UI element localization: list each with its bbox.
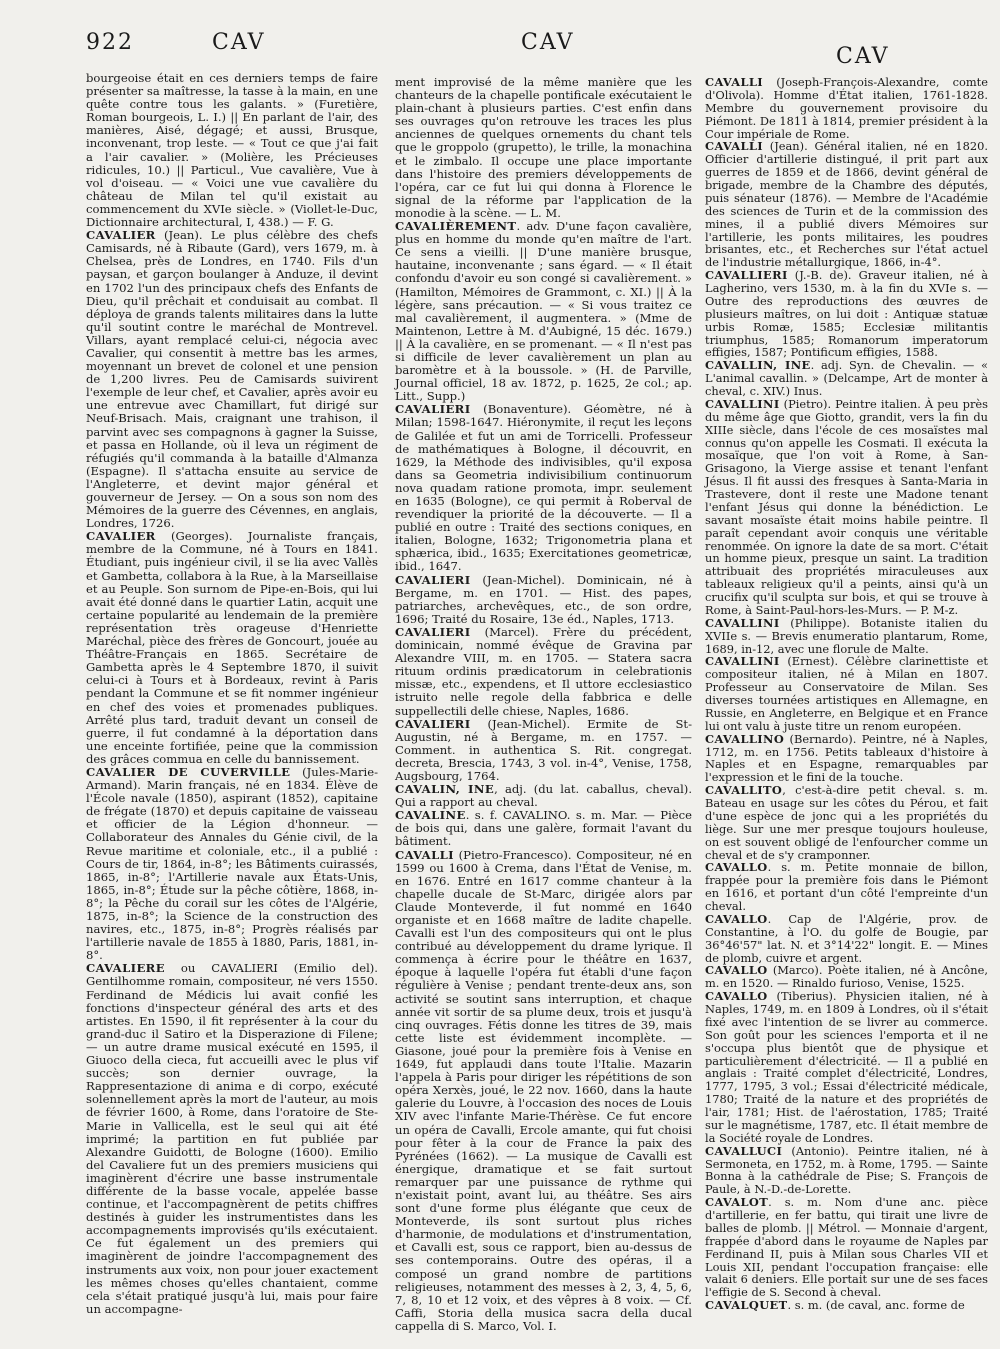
entry-text: . Cap de l'Algérie, prov. de Constantine, à l'O. du golfe de Bougie, par 36°46'57" lat. N. et 3°14'22" longit. E. — Mines de plomb, cuivre et argent.	[705, 911, 988, 965]
entry-paragraph	[705, 76, 988, 140]
entry-text: bourgeoise était en ces derniers temps de faire présenter sa maîtresse, la tasse à la main, en une quête contre tous les galants. » (Furetière, Roman bourgeois, L. I.) || En parlant de l'air, des manières, Aisé, dégagé; et aussi, Brusque, inconvenant, trop leste. — « Tout ce que j'ai fait a l'air cavalier. » (Molière, les Précieuses ridicules, 10.) || Particul., Vue cavalière, Vue à vol d'oiseau. — « Voici une vue cavalière du château de Milan tel qu'il existait au commencement du XVIe siècle. » (Viollet-le-Duc, Dictionnaire architectural, I, 438.) — F. G.	[86, 71, 378, 230]
entry-headword: CAVALLI	[395, 847, 454, 862]
entry-paragraph	[705, 359, 988, 398]
running-head-right: CAV	[836, 44, 890, 69]
entry-headword: CAVALLO	[705, 989, 768, 1004]
entry-text: . s. m. (de caval, anc. forme de	[787, 1298, 965, 1313]
entry-text: ment improvisé de la même manière que les chanteurs de la chapelle pontificale exécutaient le plain-chant à plusieurs parties. C'est enfin dans ses ouvrages qu'on retrouve les traces les plus anciennes de quelques ornements du chant tels que le groppolo (grupetto), le trille, la monachina et le zimbalo. Il occupe une place importante dans l'histoire des premiers développements de l'opéra, car ce fut lui qui donna à Florence le signal de la réforme par l'application de la monodie à la scène. — L. M.	[395, 75, 692, 220]
entry-headword: CAVALINE	[395, 808, 466, 823]
entry-headword: CAVALLO	[705, 911, 768, 926]
entry-headword: CAVALLINI	[705, 396, 780, 411]
entry-paragraph	[705, 655, 988, 732]
entry-paragraph	[395, 783, 692, 809]
entry-paragraph	[395, 809, 692, 848]
entry-paragraph	[705, 617, 988, 656]
entry-text: , c'est-à-dire petit cheval. s. m. Bateau en usage sur les côtes du Pérou, et fait d'une espèce de jonc qui a les propriétés du liège. Sur une mer presque toujours houleuse, on est souvent obligé de l'enfourcher comme un cheval et de s'y cramponner.	[705, 783, 988, 862]
entry-paragraph	[86, 962, 378, 1316]
entry-paragraph	[705, 733, 988, 785]
entry-headword: CAVALOT	[705, 1195, 769, 1210]
entry-headword: CAVALIERI	[395, 716, 471, 731]
entry-headword: CAVALIER	[86, 228, 156, 243]
entry-paragraph	[86, 72, 378, 229]
entry-headword: CAVALQUET	[705, 1298, 788, 1313]
entry-paragraph	[705, 398, 988, 617]
entry-text: (Jules-Marie-Armand). Marin français, né en 1834. Élève de l'École navale (1850), aspirant (1852), capitaine de frégate (1870) et depuis capitaine de vaisseau et officier de la Légion d'honneur. — Collaborateur des Annales du Génie civil, de la Revue maritime et coloniale, etc., il a publié : Cours de tir, 1864, in-8°; les Bâtiments cuirassés, 1865, in-8°; l'Artillerie navale aux États-Unis, 1865, in-8°; Étude sur la pêche côtière, 1868, in-8°; la Pêche du corail sur les côtes de l'Algérie, 1875, in-8°; la Science de la construction des navires, etc., 1875, in-8°; Progrès réalisés par l'artillerie navale de 1855 à 1880, Paris, 1881, in-8°.	[86, 764, 378, 963]
entry-text: . adv. D'une façon cavalière, plus en homme du monde qu'en maître de l'art. Ce sens a vieilli. || D'une manière brusque, hautaine, inconvenante ; sans égard. — « Il était confondu d'avoir eu son congé si cavalièrement. » (Hamilton, Mémoires de Grammont, c. XI.) || À la légère, sans précaution. — « Si vous traitez ce mal cavalièrement, il augmentera. » (Mme de Maintenon, Lettre à M. d'Aubigné, 15 déc. 1679.) || À la cavalière, en se promenant. — « Il n'est pas si difficile de lever cavalièrement un plan au baromètre et à la boussole. » (H. de Parville, Journal officiel, 18 av. 1872, p. 1625, 2e col.; ap. Litt., Supp.)	[395, 219, 692, 404]
entry-paragraph	[705, 269, 988, 359]
entry-paragraph	[395, 718, 692, 783]
entry-paragraph	[395, 849, 692, 1333]
text-column-3	[705, 76, 988, 1312]
entry-headword: CAVALLINO	[705, 731, 785, 746]
entry-text: (Pietro-Francesco). Compositeur, né en 1599 ou 1600 à Crema, dans l'État de Venise, m. en 1676. Entré en 1617 comme chanteur à la chapelle ducale de St-Marc, dirigée alors par Claude Monteverde, il fut nommé en 1640 organiste et en 1668 maître de ladite chapelle. Cavalli est l'un des compositeurs qui ont le plus contribué au développement du drame lyrique. Il commença à écrire pour le théâtre en 1637, époque à laquelle l'opéra fut établi d'une façon régulière à Venise ; pendant trente-deux ans, son activité se soutint sans interruption, et chaque année vit sortir de sa plume deux, trois et jusqu'à cinq ouvrages. Fétis donne les titres de 39, mais cette liste est évidemment incomplète. — Giasone, joué pour la première fois à Venise en 1649, fut applaudi dans toute l'Italie. Mazarin l'appela à Paris pour diriger les répétitions de son opéra Xerxès, joué, le 22 nov. 1660, dans la haute galerie du Louvre, à l'occasion des noces de Louis XIV avec l'infante Marie-Thérèse. Ce fut encore un opéra de Cavalli, Ercole amante, qui fut choisi pour fêter à la cour de France la paix des Pyrénées (1662). — La musique de Cavalli est énergique, dramatique et se fait surtout remarquer par une puissance de rythme qui n'existait point, avant lui, au théâtre. Ses airs sont d'une forme plus élégante que ceux de Monteverde, ils sont surtout plus riches d'harmonie, de modulations et d'instrumentation, et Cavalli est, sous ce rapport, bien au-dessus de ses contemporains. Outre des opéras, il a composé un grand nombre de partitions religieuses, notamment des messes à 2, 3, 4, 5, 6, 7, 8, 10 et 12 voix, et des vêpres à 8 voix. — Cf. Caffi, Storia della musica sacra della ducal cappella di S. Marco, Vol. I.	[395, 847, 692, 1333]
entry-headword: CAVALIER DE CUVERVILLE	[86, 764, 291, 779]
entry-paragraph	[705, 140, 988, 269]
entry-text: (Philippe). Botaniste italien du XVIIe s. — Brevis enumeratio plantarum, Rome, 1689, in-12, avec une florule de Malte.	[705, 615, 988, 656]
entry-text: (Jean-Michel). Ermite de St-Augustin, né à Bergame, m. en 1757. — Comment. in authentica S. Rit. congregat. decreta, Brescia, 1743, 3 vol. in-4°, Venise, 1758, Augsbourg, 1764.	[395, 716, 692, 783]
entry-paragraph	[86, 766, 378, 962]
page-number: 922	[86, 30, 134, 55]
entry-headword: CAVALLI	[705, 75, 764, 89]
entry-headword: CAVALLO	[705, 963, 768, 978]
entry-headword: CAVALLUCI	[705, 1143, 783, 1158]
entry-text: . adj. Syn. de Chevalin. — « L'animal cavallin. » (Delcampe, Art de monter à cheval, c. XIV.) Inus.	[705, 358, 988, 398]
entry-paragraph	[395, 574, 692, 626]
entry-paragraph	[705, 1196, 988, 1299]
running-head-center: CAV	[521, 30, 575, 55]
entry-paragraph	[705, 784, 988, 861]
text-column-1	[86, 72, 378, 1316]
entry-text: (Bonaventure). Géomètre, né à Milan; 1598-1647. Hiéronymite, il reçut les leçons de Galilée et fut un ami de Torricelli. Professeur de mathématiques à Bologne, il découvrit, en 1629, la Méthode des indivisibles, qu'il exposa dans sa Geometria indivisibilium continuorum nova quadam ratione promota, impr. seulement en 1635 (Bologne), ce qui permit à Roberval de revendiquer la priorité de la découverte. — Il a publié en outre : Traité des sections coniques, en italien, Bologne, 1632; Trigonometria plana et sphærica, ibid., 1635; Exercitationes geometricæ, ibid., 1647.	[395, 402, 692, 574]
entry-paragraph	[705, 913, 988, 965]
entry-text: (Jean). Le plus célèbre des chefs Camisards, né à Ribaute (Gard), vers 1679, m. à Chelsea, près de Londres, en 1740. Fils d'un paysan, et garçon boulanger à Anduze, il devint en 1702 l'un des principaux chefs des Enfants de Dieu, qu'il prêchait et conduisait au combat. Il déploya de grands talents militaires dans la lutte qu'il soutint contre le maréchal de Montrevel. Villars, ayant remplacé celui-ci, négocia avec Cavalier, qui consentit à mettre bas les armes, moyennant un brevet de colonel et une pension de 1,200 livres. Peu de Camisards suivirent l'exemple de leur chef, et Cavalier, après avoir eu une entrevue avec Chamillart, fut dirigé sur Neuf-Brisach. Mais, craignant une trahison, il parvint avec ses compagnons à gagner la Suisse, et passa en Hollande, où il leva un régiment de réfugiés qu'il commanda à la bataille d'Almanza (Espagne). Il s'attacha ensuite au service de l'Angleterre, et devint major général et gouverneur de Jersey. — On a sous son nom des Mémoires de la guerre des Cévennes, en anglais, Londres, 1726.	[86, 228, 378, 531]
entry-text: (Bernardo). Peintre, né à Naples, 1712, m. en 1756. Petits tableaux d'histoire à Naples et en Espagne, remarquables par l'expression et le fini de la touche.	[705, 731, 988, 785]
entry-text: (Ernest). Célèbre clarinettiste et compositeur italien, né à Milan en 1807. Professeur au Conservatoire de Milan. Ses diverses tournées artistiques en Allemagne, en Russie, en Angleterre, en Belgique et en France lui ont valu à juste titre un renom européen.	[705, 654, 988, 733]
entry-text: (Marco). Poète italien, né à Ancône, m. en 1520. — Rinaldo furioso, Venise, 1525.	[705, 963, 988, 991]
entry-headword: CAVALIÈREMENT	[395, 219, 517, 234]
entry-text: (J.-B. de). Graveur italien, né à Lagherino, vers 1530, m. à la fin du XVIe s. — Outre des reproductions des œuvres de plusieurs maîtres, on lui doit : Antiquæ statuæ urbis Romæ, 1585; Ecclesiæ militantis triumphus, 1585; Romanorum imperatorum effigies, 1587; Pontificum effigies, 1588.	[705, 268, 988, 360]
entry-headword: CAVALLIN, INE	[705, 358, 811, 373]
entry-text: ou CAVALIERI (Emilio del). Gentilhomme romain, compositeur, né vers 1550. Ferdinand de Médicis lui avait confié les fonctions d'inspecteur général des arts et des artistes. En 1590, il fit représenter à la cour du grand-duc il Satiro et la Disperazione di Filene; — un autre drame musical exécuté en 1595, il Giuoco della cieca, fut accueilli avec le plus vif succès; son dernier ouvrage, la Rappresentazione di anima e di corpo, exécuté solennellement après la mort de l'auteur, au mois de février 1600, à Rome, dans l'oratoire de Ste-Marie in Vallicella, est le seul qui ait été imprimé; la partition en fut publiée par Alexandre Guidotti, de Bologne (1600). Emilio del Cavaliere fut un des premiers musiciens qui imaginèrent d'écrire une basse instrumentale différente de la basse vocale, appelée basse continue, et l'accompagnèrent de petits chiffres destinés à guider les instrumentistes dans les accompagnements improvisés qu'ils exécutaient. Ce fut également un des premiers qui imaginèrent de joindre l'accompagnement des instruments aux voix, non pour jouer exactement les mêmes choses qu'elles chantaient, comme cela s'était pratiqué jusqu'à lui, mais pour faire un accompagne-	[86, 961, 378, 1316]
entry-text: (Jean-Michel). Dominicain, né à Bergame, m. en 1701. — Hist. des papes, patriarches, archevêques, etc., de son ordre, 1696; Traité du Rosaire, 13e éd., Naples, 1713.	[395, 572, 692, 626]
entry-paragraph	[705, 964, 988, 990]
entry-headword: CAVALLI	[705, 139, 764, 154]
entry-text: . s. m. Nom d'une anc. pièce d'artillerie, en fer battu, qui tirait une livre de balles de plomb. || Métrol. — Monnaie d'argent, frappée d'abord dans le royaume de Naples par Ferdinand II, puis à Milan sous Charles VII et Louis XII, pendant l'occupation française: elle valait 6 deniers. Elle portait sur une de ses faces l'effigie de S. Second à cheval.	[705, 1195, 988, 1300]
text-column-2	[395, 76, 692, 1333]
entry-paragraph	[705, 1145, 988, 1197]
entry-headword: CAVALLINI	[705, 654, 780, 669]
entry-paragraph	[395, 403, 692, 573]
entry-paragraph	[395, 626, 692, 718]
running-head-left: CAV	[212, 30, 266, 55]
entry-text: (Marcel). Frère du précédent, dominicain, nommé évêque de Gravina par Alexandre VIII, m. en 1705. — Statera sacra rituum ordinis prædicatorum in celebrationis missæ, etc., expendens, et Il uttore ecclesiastico istruito nelle regole della fabbrica e delle suppellectili delle chiese, Naples, 1686.	[395, 624, 692, 718]
entry-headword: CAVALIERI	[395, 624, 471, 639]
entry-headword: CAVALLITO	[705, 783, 783, 798]
entry-headword: CAVALIERI	[395, 402, 471, 417]
entry-paragraph	[395, 76, 692, 220]
entry-headword: CAVALLO	[705, 860, 768, 875]
entry-headword: CAVALIN, INE	[395, 782, 495, 797]
entry-paragraph	[705, 1299, 988, 1312]
entry-headword: CAVALIER	[86, 529, 156, 544]
entry-paragraph	[86, 229, 378, 530]
entry-text: (Tiberius). Physicien italien, né à Naples, 1749, m. en 1809 à Londres, où il s'était fixé avec l'intention de se livrer au commerce. Son goût pour les sciences l'emporta et il ne s'occupa plus bientôt que de physique et particulièrement d'électricité. — Il a publié en anglais : Traité complet d'électricité, Londres, 1777, 1795, 3 vol.; Essai d'électricité médicale, 1780; Traité de la nature et des propriétés de l'air, 1781; Hist. de l'aérostation, 1785; Traité sur le magnétisme, 1787, etc. Il était membre de la Société royale de Londres.	[705, 989, 988, 1145]
entry-text: . s. f. CAVALINO. s. m. Mar. — Pièce de bois qui, dans une galère, formait l'avant du bâtiment.	[395, 808, 692, 849]
entry-text: (Georges). Journaliste français, membre de la Commune, né à Tours en 1841. Étudiant, puis ingénieur civil, il se lia avec Vallès et Gambetta, collabora à la Rue, à la Marseillaise et au Peuple. Son surnom de Pipe-en-Bois, qui lui avait été donné dans le quartier Latin, acquit une certaine popularité au lendemain de la première représentation très orageuse d'Henriette Maréchal, pièce des frères de Goncourt, jouée au Théâtre-Français en 1865. Secrétaire de Gambetta après le 4 Septembre 1870, il suivit celui-ci à Tours et à Bordeaux, revint à Paris pendant la Commune et se fit nommer ingénieur en chef des voies et promenades publiques. Arrêté plus tard, traduit devant un conseil de guerre, il fut condamné à la déportation dans une enceinte fortifiée, peine que la commission des grâces commua en celle du bannissement.	[86, 529, 378, 766]
entry-text: (Jean). Général italien, né en 1820. Officier d'artillerie distingué, il prit part aux guerres de 1859 et de 1866, devint général de brigade, membre de la Chambre des députés, puis sénateur (1876). — Membre de l'Académie des sciences de Turin et de la commission des mines, il a publié divers Mémoires sur l'artillerie, les ponts militaires, les poudres brisantes, etc., et Recherches sur l'état actuel de l'industrie métallurgique, 1866, in-4°.	[705, 139, 988, 270]
entry-text: (Joseph-François-Alexandre, comte d'Olivola). Homme d'État italien, 1761-1828. Membre du gouvernement provisoire du Piémont. De 1811 à 1814, premier président à la Cour impériale de Rome.	[705, 75, 988, 141]
entry-headword: CAVALLINI	[705, 615, 780, 630]
entry-paragraph	[705, 990, 988, 1145]
entry-paragraph	[705, 861, 988, 913]
entry-text: . s. m. Petite monnaie de billon, frappée pour la première fois dans le Piémont en 1616, et portant d'un côté l'empreinte d'un cheval.	[705, 860, 988, 913]
entry-paragraph	[86, 530, 378, 766]
entry-headword: CAVALIERI	[395, 572, 471, 587]
entry-text: (Antonio). Peintre italien, né à Sermoneta, en 1752, m. à Rome, 1795. — Sainte Bonna à la cathédrale de Pise; S. François de Paule, à N.-D.-de-Lorette.	[705, 1143, 988, 1197]
entry-paragraph	[395, 220, 692, 403]
entry-text: , adj. (du lat. caballus, cheval). Qui a rapport au cheval.	[395, 782, 692, 810]
entry-headword: CAVALLIERI	[705, 268, 788, 283]
entry-text: (Pietro). Peintre italien. À peu près du même âge que Giotto, grandit, vers la fin du XIIIe siècle, dans l'école de ces mosaïstes mal connus qu'on appelle les Cosmati. Il exécuta la mosaïque, que l'on voit à Rome, à San-Grisagono, la Vierge assise et tenant l'enfant Jésus. Il fit aussi des fresques à Santa-Maria in Trastevere, dont il reste une Madone tenant l'enfant Jésus qui donne la bénédiction. Le savant mosaïste était moins habile peintre. Il paraît cependant avoir conquis une véritable renommée. On ignore la date de sa mort. C'était un homme pieux, presque un saint. La tradition attribuait des propriétés miraculeuses aux tableaux religieux qu'il a peints, ainsi qu'à un crucifix qu'il sculpta sur bois, et qui se trouve à Rome, à Saint-Paul-hors-les-Murs. — P. M-z.	[705, 396, 988, 617]
entry-headword: CAVALIERE	[86, 961, 165, 976]
